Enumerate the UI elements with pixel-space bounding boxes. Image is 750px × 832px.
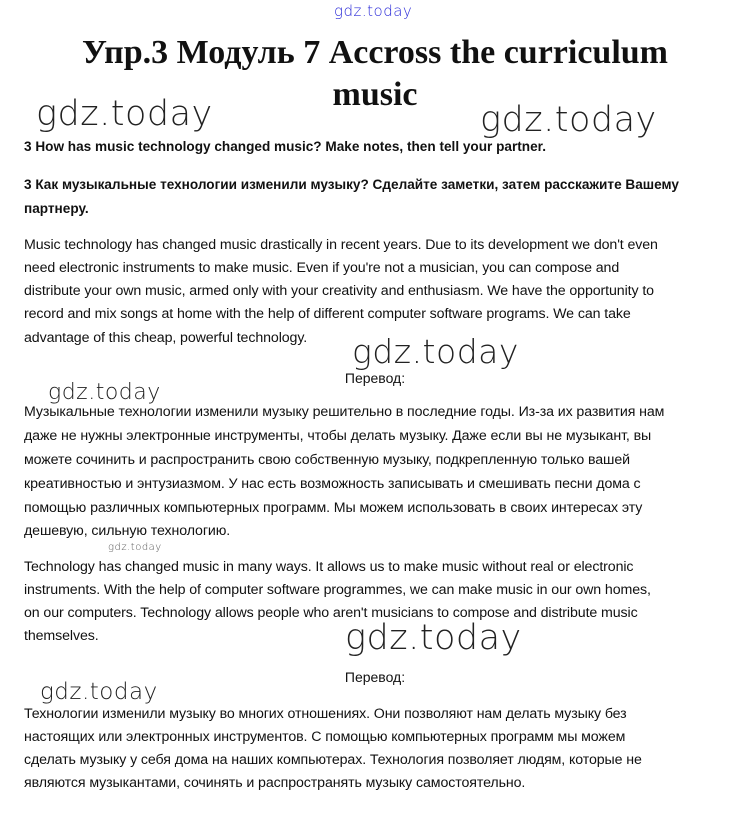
text-line: record and mix songs at home with the help of different computer software programs. We can take (24, 306, 631, 322)
text-line: Технологии изменили музыку во многих отношениях. Они позволяют нам делать музыку без (24, 706, 627, 722)
text-line: advantage of this cheap, powerful technology. (24, 330, 308, 346)
text-line: дешевую, сильную технологию. (24, 523, 231, 539)
watermark: gdz.today (40, 679, 158, 705)
text-line: сделать музыку у себя дома на наших компьютерах. Технология позволяет людям, которые не (24, 752, 642, 768)
page-title: Упр.3 Модуль 7 Accross the curriculum (81, 34, 669, 71)
watermark: gdz.today (48, 380, 161, 405)
translation-label: Перевод: (344, 370, 406, 386)
text-line: themselves. (24, 628, 99, 644)
text-line: instruments. With the help of computer software programmes, we can make music in our own homes, (24, 582, 651, 598)
page-title-line2: music (332, 76, 418, 113)
question-en: 3 How has music technology changed music? Make notes, then tell your partner. (24, 139, 546, 154)
watermark: gdz.today (334, 2, 413, 20)
text-line: need electronic instruments to make music. Even if you're not a musician, you can compose and (24, 260, 620, 276)
watermark: gdz.today (345, 618, 522, 658)
question-ru: 3 Как музыкальные технологии изменили музыку? Сделайте заметки, затем расскажите Вашему (24, 177, 679, 192)
text-line: Музыкальные технологии изменили музыку решительно в последние годы. Из-за их развития нам (24, 404, 665, 420)
translation-label: Перевод: (344, 669, 406, 685)
text-line: distribute your own music, armed only with your creativity and enthusiasm. We have the opportunity to (24, 283, 654, 299)
text-line: Music technology has changed music drastically in recent years. Due to its development we don't even (24, 237, 658, 253)
text-line: on our computers. Technology allows people who aren't musicians to compose and distribute music (24, 605, 638, 621)
text-line: помощью различных компьютерных программ. Мы можем использовать в своих интересах эту (24, 500, 643, 516)
text-line: являются музыкантами, сочинять и распространять музыку самостоятельно. (24, 775, 526, 791)
text-line: креативностью и энтузиазмом. У нас есть возможность записывать и смешивать песни дома с (24, 476, 641, 492)
text-line: Technology has changed music in many ways. It allows us to make music without real or electronic (24, 559, 634, 575)
text-line: настоящих или электронных инструментов. С помощью компьютерных программ мы можем (24, 729, 626, 745)
text-line: даже не нужны электронные инструменты, чтобы делать музыку. Даже если вы не музыкант, вы (24, 428, 652, 444)
text-line: можете сочинить и распространить свою собственную музыку, подкрепленную только вашей (24, 452, 630, 468)
question-ru: партнеру. (24, 201, 89, 216)
watermark: gdz.today (108, 542, 162, 553)
watermark: gdz.today (36, 94, 213, 134)
watermark: gdz.today (480, 100, 657, 140)
watermark: gdz.today (352, 332, 519, 371)
